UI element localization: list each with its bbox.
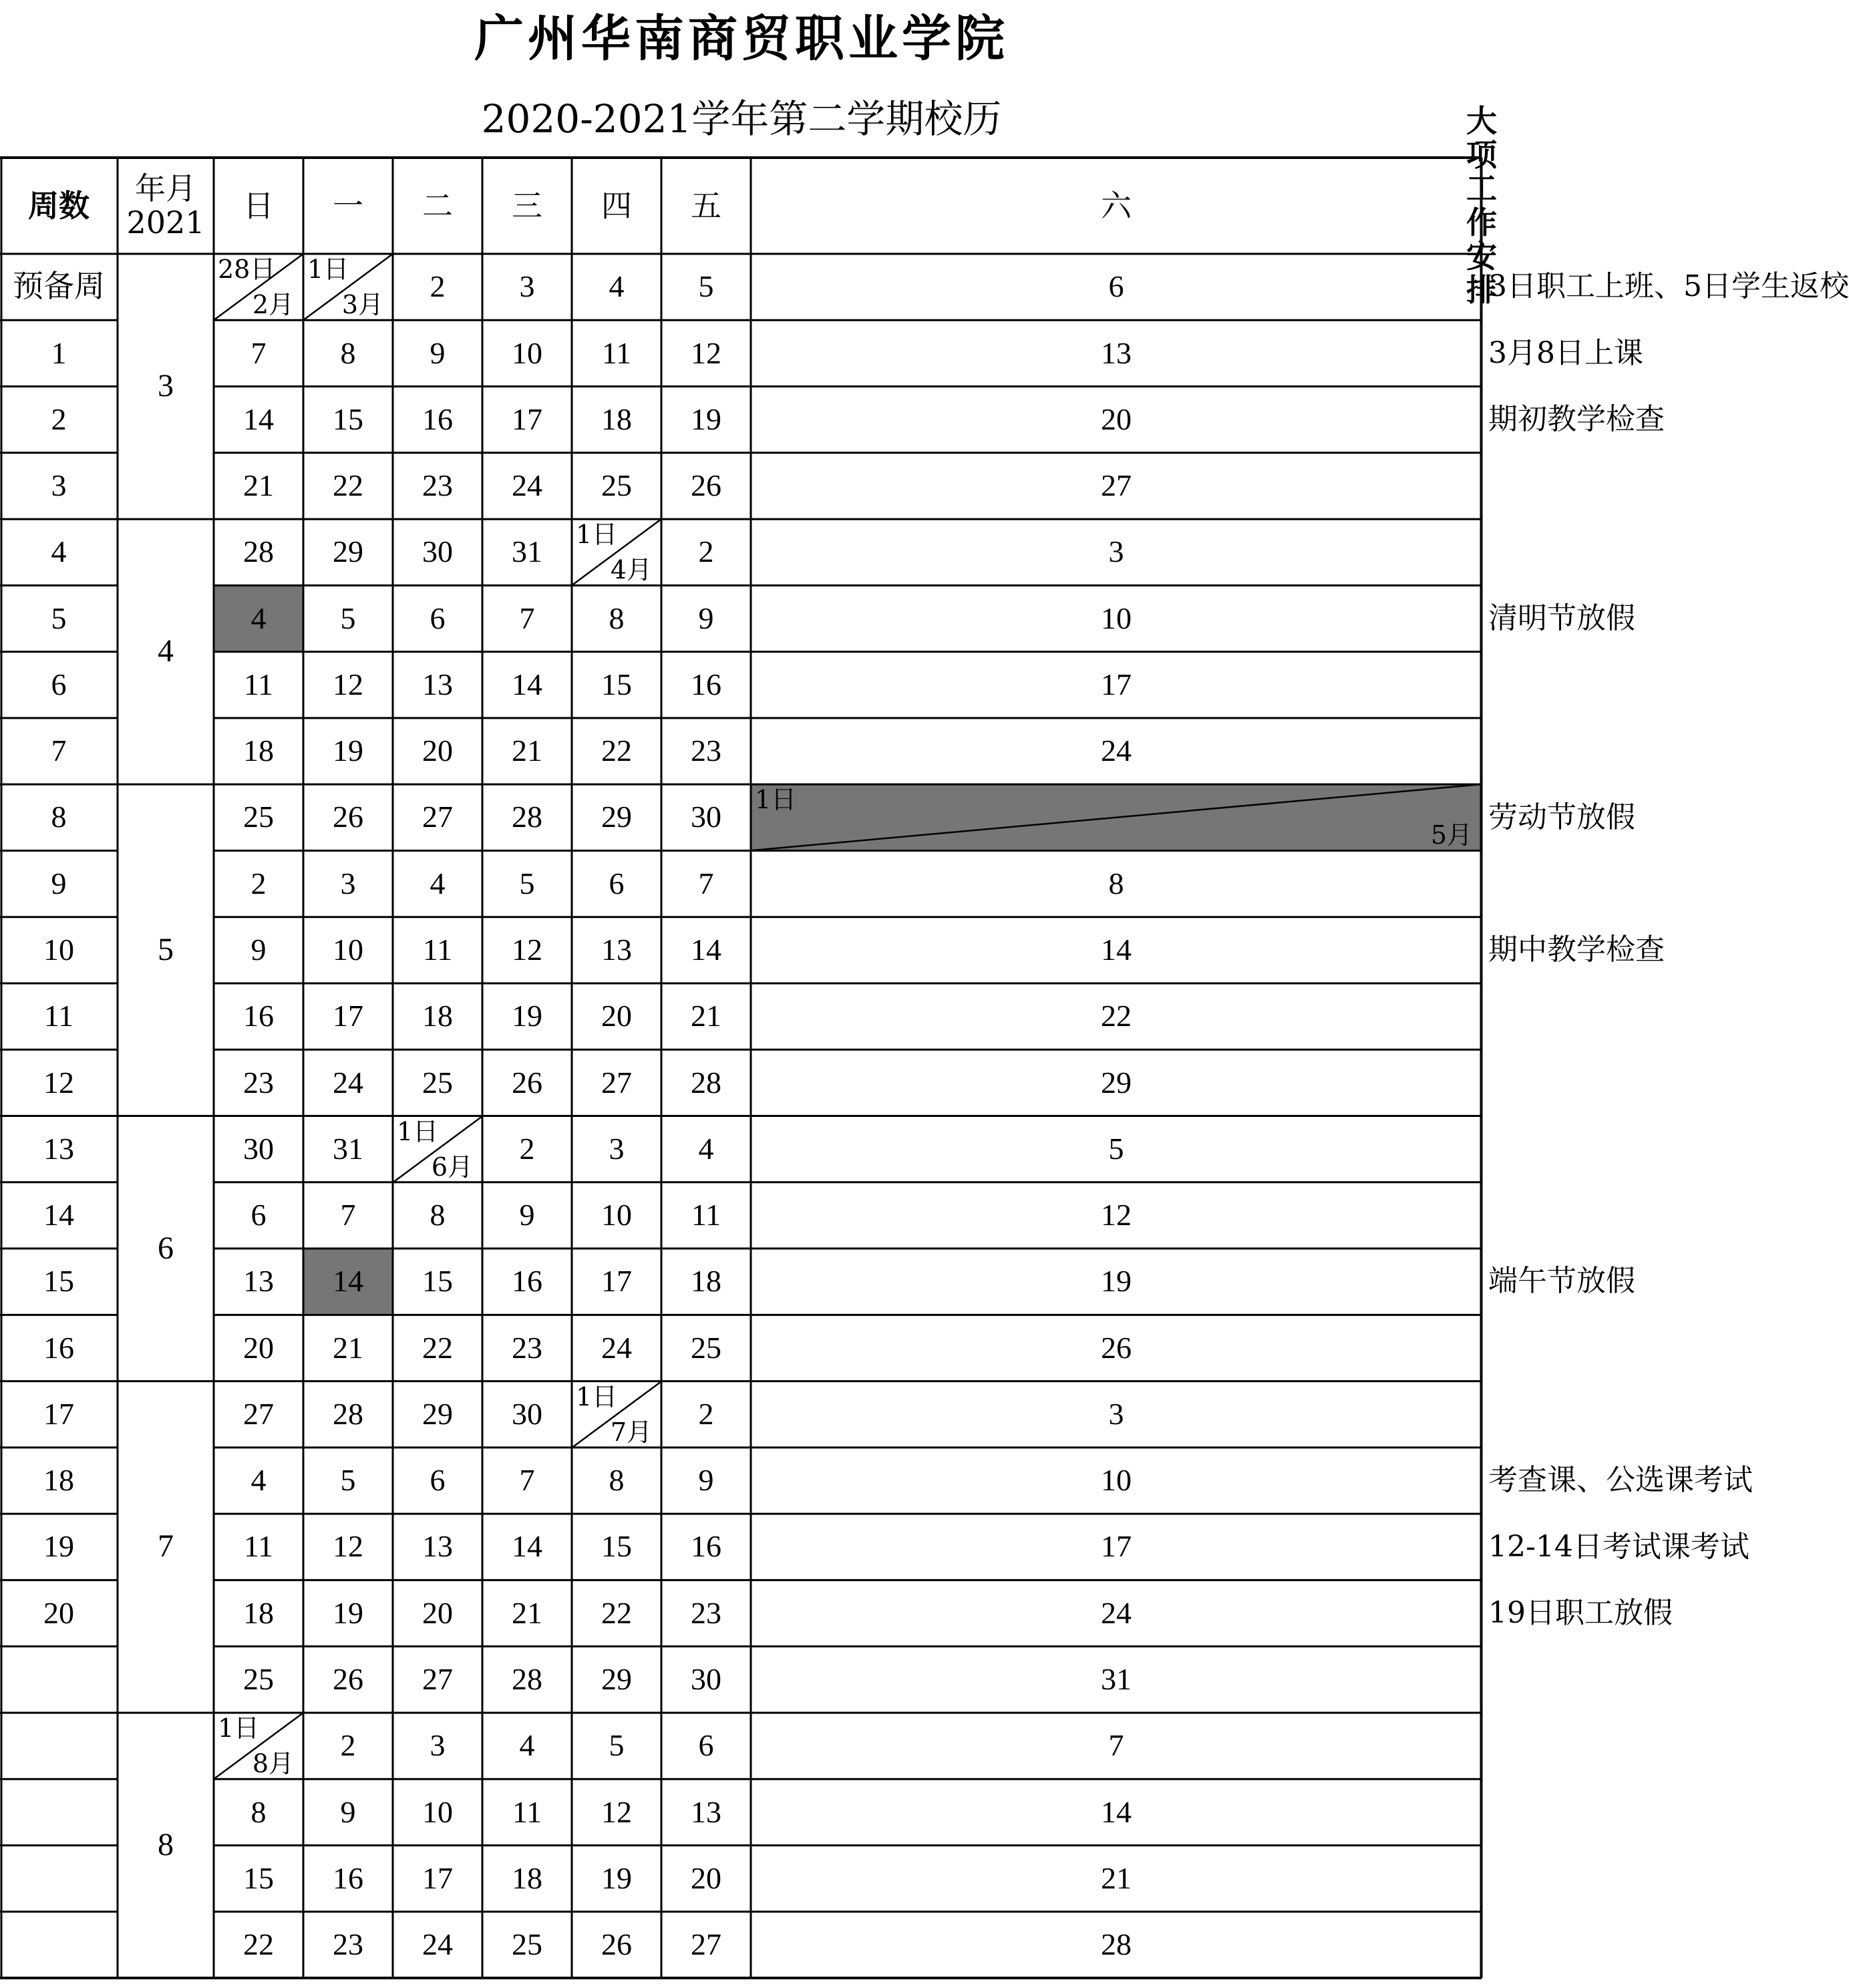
date-cell: 25 <box>243 800 274 834</box>
work-plan-note: 12-14日考试课考试 <box>1488 1529 1749 1564</box>
date-cell: 29 <box>333 534 363 569</box>
header-week: 周数 <box>28 187 90 224</box>
work-plan-note: 劳动节放假 <box>1488 800 1635 834</box>
date-cell: 9 <box>250 933 267 967</box>
split-month-label: 5月 <box>1430 820 1472 850</box>
week-number-cell: 16 <box>43 1330 74 1365</box>
date-cell: 21 <box>512 733 542 768</box>
date-cell: 7 <box>698 866 714 900</box>
split-month-label: 8月 <box>252 1749 294 1779</box>
holiday-date-cell: 14 <box>303 1249 393 1315</box>
date-cell: 9 <box>698 601 714 635</box>
date-cell: 3 <box>1108 534 1124 569</box>
date-cell: 29 <box>422 1396 453 1431</box>
date-cell: 31 <box>512 534 542 569</box>
month-start-cell <box>214 254 303 320</box>
date-cell: 27 <box>422 800 453 834</box>
date-cell: 18 <box>512 1860 542 1895</box>
date-cell: 8 <box>1108 866 1124 900</box>
date-cell: 23 <box>691 733 721 768</box>
date-cell: 20 <box>1101 401 1132 436</box>
date-cell: 14 <box>1101 1794 1132 1829</box>
date-cell: 3 <box>1108 1396 1124 1431</box>
date-cell: 22 <box>1101 999 1132 1033</box>
month-label-cell: 4 <box>158 633 174 669</box>
work-plan-note <box>1482 1116 1488 1182</box>
date-cell: 15 <box>243 1860 274 1895</box>
date-cell: 2 <box>698 534 714 569</box>
date-cell: 29 <box>1101 1065 1132 1100</box>
date-cell: 14 <box>1101 933 1132 967</box>
month-start-cell <box>214 1713 303 1779</box>
date-cell: 9 <box>430 335 446 370</box>
month-label-cell: 7 <box>158 1528 174 1564</box>
date-cell: 19 <box>333 733 363 768</box>
date-cell: 7 <box>1108 1728 1124 1763</box>
split-month-label: 3月 <box>341 290 383 320</box>
page-subtitle: 2020-2021学年第二学期校历 <box>481 96 1002 142</box>
date-cell: 4 <box>250 1463 267 1498</box>
header-year-label: 2021 <box>126 204 205 240</box>
date-cell: 28 <box>691 1065 721 1100</box>
split-month-label: 4月 <box>610 555 652 585</box>
date-cell: 4 <box>609 269 625 304</box>
week-number-cell: 9 <box>51 866 67 900</box>
date-cell: 11 <box>243 667 274 701</box>
week-number-cell: 6 <box>51 667 67 701</box>
date-cell: 21 <box>1101 1860 1132 1895</box>
date-cell: 14 <box>691 933 721 967</box>
date-cell: 19 <box>512 999 542 1033</box>
date-cell: 30 <box>512 1396 542 1431</box>
work-plan-note <box>1482 1647 1488 1713</box>
work-plan-note <box>1482 1182 1488 1249</box>
week-number-cell: 3 <box>51 468 67 503</box>
week-number-cell: 1 <box>51 335 67 370</box>
holiday-date-cell: 4 <box>214 585 303 651</box>
date-cell: 17 <box>601 1264 632 1299</box>
week-number-cell: 20 <box>43 1595 74 1630</box>
work-plan-note: 3月8日上课 <box>1488 335 1643 370</box>
date-cell: 4 <box>430 866 446 900</box>
header-weekday: 五 <box>691 187 721 224</box>
week-number-cell <box>0 1845 118 1911</box>
date-cell: 23 <box>422 468 453 503</box>
week-number-cell <box>0 1647 118 1713</box>
date-cell: 12 <box>333 1529 363 1564</box>
week-number-cell: 12 <box>43 1065 74 1100</box>
date-cell: 5 <box>519 866 535 900</box>
date-cell: 7 <box>519 601 535 635</box>
date-cell: 20 <box>422 1595 453 1630</box>
date-cell: 7 <box>250 335 267 370</box>
split-month-label: 2月 <box>252 290 294 320</box>
date-cell: 18 <box>422 999 453 1033</box>
date-cell: 15 <box>333 401 363 436</box>
date-cell: 5 <box>698 269 714 304</box>
date-cell: 23 <box>243 1065 274 1100</box>
week-number-cell: 14 <box>43 1198 74 1232</box>
date-cell: 3 <box>609 1131 625 1166</box>
work-plan-note: 期中教学检查 <box>1488 933 1665 967</box>
date-cell: 27 <box>691 1927 721 1962</box>
date-cell: 23 <box>333 1927 363 1962</box>
date-cell: 6 <box>430 601 446 635</box>
date-cell: 26 <box>1101 1330 1132 1365</box>
month-label-cell: 5 <box>158 931 174 967</box>
date-cell: 27 <box>422 1661 453 1696</box>
date-cell: 6 <box>250 1198 267 1232</box>
date-cell: 20 <box>601 999 632 1033</box>
week-number-cell: 19 <box>43 1529 74 1564</box>
header-weekday: 三 <box>512 187 542 224</box>
week-number-cell: 5 <box>51 601 67 635</box>
date-cell: 4 <box>698 1131 714 1166</box>
work-plan-note <box>1482 1845 1488 1911</box>
date-cell: 21 <box>243 468 274 503</box>
header-weekday: 六 <box>1101 187 1132 224</box>
date-cell: 16 <box>333 1860 363 1895</box>
week-number-cell: 8 <box>51 800 67 834</box>
date-cell: 8 <box>340 335 356 370</box>
date-cell: 29 <box>601 1661 632 1696</box>
date-cell: 8 <box>609 1463 625 1498</box>
date-cell: 26 <box>691 468 721 503</box>
week-number-cell: 17 <box>43 1396 74 1431</box>
date-cell: 18 <box>243 733 274 768</box>
date-cell: 28 <box>1101 1927 1132 1962</box>
date-cell: 3 <box>519 269 535 304</box>
date-cell: 19 <box>691 401 721 436</box>
week-number-cell <box>0 1779 118 1845</box>
date-cell: 18 <box>601 401 632 436</box>
week-number-cell: 18 <box>43 1463 74 1498</box>
date-cell: 30 <box>691 800 721 834</box>
week-number-cell: 4 <box>51 534 67 569</box>
date-cell: 4 <box>519 1728 535 1763</box>
date-cell: 22 <box>601 733 632 768</box>
month-start-cell <box>572 1381 661 1448</box>
date-cell: 18 <box>243 1595 274 1630</box>
date-cell: 16 <box>422 401 453 436</box>
date-cell: 8 <box>430 1198 446 1232</box>
date-cell: 26 <box>333 1661 363 1696</box>
date-cell: 30 <box>422 534 453 569</box>
date-cell: 12 <box>512 933 542 967</box>
date-cell: 20 <box>422 733 453 768</box>
date-cell: 19 <box>601 1860 632 1895</box>
date-cell: 14 <box>243 401 274 436</box>
date-cell: 12 <box>1101 1198 1132 1232</box>
date-cell: 31 <box>333 1131 363 1166</box>
work-plan-note: 3日职工上班、5日学生返校 <box>1488 269 1849 304</box>
page-title: 广州华南商贸职业学院 <box>474 10 1009 67</box>
date-cell: 6 <box>430 1463 446 1498</box>
date-cell: 23 <box>691 1595 721 1630</box>
month-start-cell <box>303 254 393 320</box>
date-cell: 22 <box>333 468 363 503</box>
week-number-cell <box>0 1912 118 1978</box>
date-cell: 13 <box>422 667 453 701</box>
work-plan-note <box>1482 850 1488 917</box>
split-day-label: 28日 <box>218 255 276 284</box>
month-start-cell <box>572 519 661 585</box>
date-cell: 17 <box>422 1860 453 1895</box>
date-cell: 17 <box>333 999 363 1033</box>
week-number-cell: 10 <box>43 933 74 967</box>
date-cell: 17 <box>1101 667 1132 701</box>
month-label-cell: 8 <box>158 1827 174 1863</box>
date-cell: 25 <box>601 468 632 503</box>
date-cell: 13 <box>243 1264 274 1299</box>
date-cell: 13 <box>691 1794 721 1829</box>
work-plan-note: 清明节放假 <box>1488 601 1635 635</box>
date-cell: 10 <box>601 1198 632 1232</box>
date-cell: 16 <box>691 667 721 701</box>
month-label-cell: 3 <box>158 368 174 404</box>
date-cell: 2 <box>698 1396 714 1431</box>
week-number-cell: 13 <box>43 1131 74 1166</box>
split-day-label: 1日 <box>576 1381 618 1412</box>
date-cell: 26 <box>512 1065 542 1100</box>
date-cell: 12 <box>601 1794 632 1829</box>
date-cell: 7 <box>519 1463 535 1498</box>
work-plan-note <box>1482 983 1488 1049</box>
work-plan-note <box>1482 1315 1488 1381</box>
date-cell: 11 <box>691 1198 721 1232</box>
date-cell: 16 <box>691 1529 721 1564</box>
date-cell: 2 <box>340 1728 356 1763</box>
date-cell: 14 <box>512 1529 542 1564</box>
split-day-label: 1日 <box>576 520 618 550</box>
work-plan-note <box>1482 652 1488 718</box>
date-cell: 7 <box>340 1198 356 1232</box>
week-number-cell: 2 <box>51 401 67 436</box>
date-cell: 22 <box>243 1927 274 1962</box>
date-cell: 15 <box>601 1529 632 1564</box>
week-number-cell: 预备周 <box>13 269 105 304</box>
work-plan-note <box>1482 519 1488 585</box>
work-plan-note <box>1482 1912 1488 1978</box>
date-cell: 9 <box>698 1463 714 1498</box>
date-cell: 28 <box>243 534 274 569</box>
date-cell: 13 <box>1101 335 1132 370</box>
split-month-label: 7月 <box>610 1417 652 1447</box>
date-cell: 27 <box>243 1396 274 1431</box>
date-cell: 25 <box>422 1065 453 1100</box>
week-number-cell: 7 <box>51 733 67 768</box>
date-cell: 10 <box>1101 601 1132 635</box>
work-plan-note: 考查课、公选课考试 <box>1488 1463 1753 1498</box>
date-cell: 6 <box>698 1728 714 1763</box>
date-cell: 24 <box>512 468 542 503</box>
date-cell: 12 <box>691 335 721 370</box>
date-cell: 30 <box>243 1131 274 1166</box>
date-cell: 13 <box>422 1529 453 1564</box>
date-cell: 18 <box>691 1264 721 1299</box>
date-cell: 10 <box>1101 1463 1132 1498</box>
date-cell: 28 <box>512 800 542 834</box>
date-cell: 16 <box>512 1264 542 1299</box>
date-cell: 20 <box>691 1860 721 1895</box>
date-cell: 11 <box>601 335 632 370</box>
date-cell: 6 <box>1108 269 1124 304</box>
header-month-label: 年月 <box>135 170 196 207</box>
date-cell: 24 <box>1101 733 1132 768</box>
date-cell: 17 <box>512 401 542 436</box>
date-cell: 24 <box>1101 1595 1132 1630</box>
date-cell: 8 <box>609 601 625 635</box>
date-cell: 8 <box>250 1794 267 1829</box>
month-label-cell: 6 <box>158 1230 174 1266</box>
date-cell: 2 <box>250 866 267 900</box>
month-start-cell <box>751 784 1482 850</box>
split-day-label: 1日 <box>397 1116 439 1146</box>
work-plan-note: 期初教学检查 <box>1488 401 1665 436</box>
date-cell: 11 <box>512 1794 542 1829</box>
date-cell: 11 <box>422 933 453 967</box>
work-plan-note <box>1482 1713 1488 1779</box>
date-cell: 12 <box>333 667 363 701</box>
week-number-cell <box>0 1713 118 1779</box>
date-cell: 21 <box>333 1330 363 1365</box>
date-cell: 2 <box>519 1131 535 1166</box>
date-cell: 29 <box>601 800 632 834</box>
date-cell: 2 <box>430 269 446 304</box>
date-cell: 25 <box>691 1330 721 1365</box>
date-cell: 24 <box>333 1065 363 1100</box>
date-cell: 31 <box>1101 1661 1132 1696</box>
date-cell: 15 <box>601 667 632 701</box>
split-month-label: 6月 <box>431 1152 473 1182</box>
split-day-label: 1日 <box>218 1713 260 1743</box>
date-cell: 6 <box>609 866 625 900</box>
date-cell: 16 <box>243 999 274 1033</box>
date-cell: 3 <box>430 1728 446 1763</box>
date-cell: 13 <box>601 933 632 967</box>
date-cell: 27 <box>1101 468 1132 503</box>
date-cell: 20 <box>243 1330 274 1365</box>
date-cell: 26 <box>601 1927 632 1962</box>
date-cell: 22 <box>422 1330 453 1365</box>
date-cell: 22 <box>601 1595 632 1630</box>
date-cell: 26 <box>333 800 363 834</box>
header-weekday: 四 <box>601 187 632 224</box>
date-cell: 10 <box>333 933 363 967</box>
date-cell: 21 <box>512 1595 542 1630</box>
date-cell: 21 <box>691 999 721 1033</box>
week-number-cell: 11 <box>43 999 74 1033</box>
date-cell: 25 <box>512 1927 542 1962</box>
header-weekday: 二 <box>422 187 453 224</box>
date-cell: 28 <box>512 1661 542 1696</box>
split-day-label: 1日 <box>307 255 349 284</box>
date-cell: 14 <box>512 667 542 701</box>
date-cell: 5 <box>1108 1131 1124 1166</box>
date-cell: 5 <box>340 1463 356 1498</box>
header-month <box>118 158 214 254</box>
work-plan-note <box>1482 1049 1488 1116</box>
date-cell: 10 <box>422 1794 453 1829</box>
date-cell: 24 <box>601 1330 632 1365</box>
date-cell: 27 <box>601 1065 632 1100</box>
work-plan-note <box>1482 1381 1488 1448</box>
week-number-cell: 15 <box>43 1264 74 1299</box>
date-cell: 9 <box>340 1794 356 1829</box>
date-cell: 24 <box>422 1927 453 1962</box>
month-start-cell <box>393 1116 482 1182</box>
work-plan-note <box>1482 718 1488 784</box>
date-cell: 10 <box>512 335 542 370</box>
date-cell: 25 <box>243 1661 274 1696</box>
header-weekday: 日 <box>243 187 274 224</box>
date-cell: 5 <box>609 1728 625 1763</box>
date-cell: 5 <box>340 601 356 635</box>
work-plan-note: 19日职工放假 <box>1488 1595 1673 1630</box>
date-cell: 28 <box>333 1396 363 1431</box>
work-plan-note: 端午节放假 <box>1488 1264 1635 1299</box>
date-cell: 11 <box>243 1529 274 1564</box>
date-cell: 30 <box>691 1661 721 1696</box>
work-plan-note <box>1482 1779 1488 1845</box>
date-cell: 19 <box>1101 1264 1132 1299</box>
split-day-label: 1日 <box>755 785 797 815</box>
header-weekday: 一 <box>333 187 363 224</box>
date-cell: 17 <box>1101 1529 1132 1564</box>
work-plan-note <box>1482 453 1488 519</box>
date-cell: 19 <box>333 1595 363 1630</box>
date-cell: 23 <box>512 1330 542 1365</box>
diagonal-divider <box>751 784 1482 850</box>
date-cell: 3 <box>340 866 356 900</box>
date-cell: 9 <box>519 1198 535 1232</box>
date-cell: 15 <box>422 1264 453 1299</box>
